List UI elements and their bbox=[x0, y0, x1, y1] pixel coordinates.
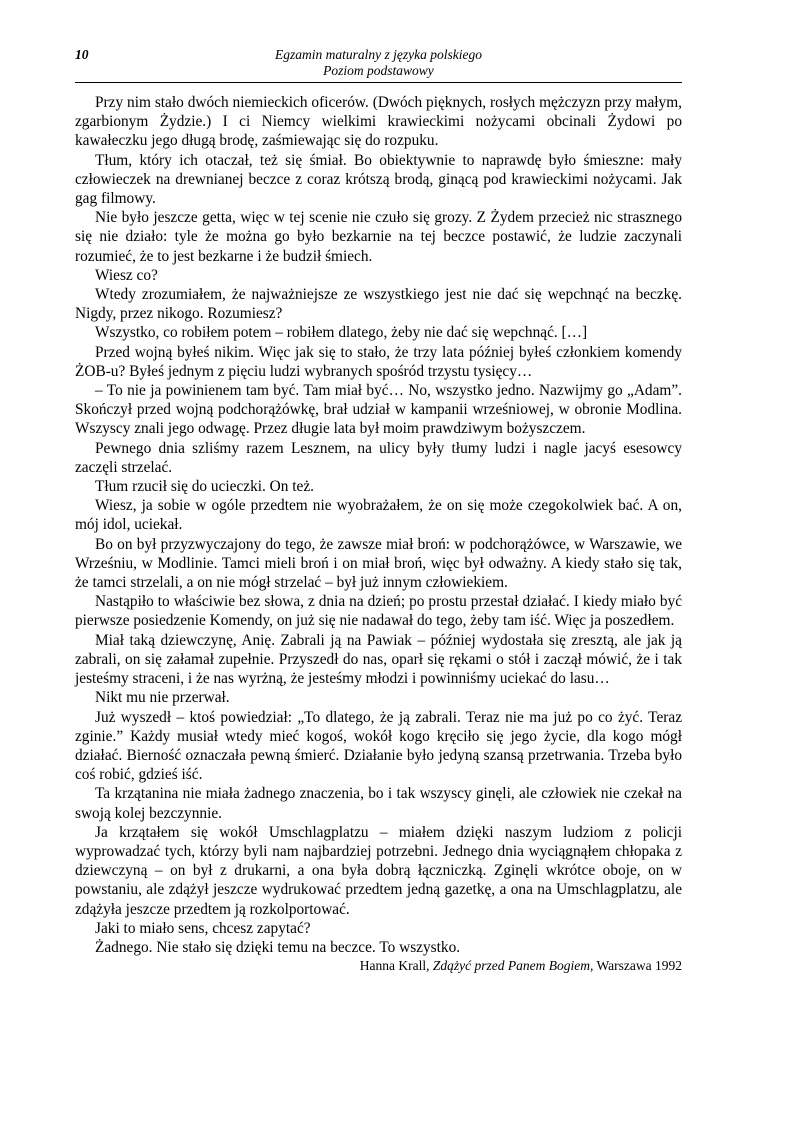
paragraph: Wtedy zrozumiałem, że najważniejsze ze wszystkiego jest nie dać się wepchnąć na beczkę. Nigdy, przez nikogo. Rozumiesz? bbox=[75, 286, 682, 323]
exam-level: Poziom podstawowy bbox=[323, 63, 434, 78]
page-header bbox=[75, 47, 682, 83]
paragraph: Wszystko, co robiłem potem – robiłem dlatego, żeby nie dać się wepchnąć. […] bbox=[95, 324, 588, 342]
header-title-block bbox=[75, 47, 682, 79]
paragraph: Ta krzątanina nie miała żadnego znaczenia, bo i tak wszyscy ginęli, ale człowiek nie czekał na swoją kolej bezczynnie. bbox=[75, 785, 682, 822]
paragraph: Nikt mu nie przerwał. bbox=[95, 689, 230, 707]
source-citation bbox=[75, 957, 682, 974]
paragraph: – To nie ja powinienem tam być. Tam miał być… No, wszystko jedno. Nazwijmy go „Adam”. Skończył przed wojną podchorążówkę, brał udział w kampanii wrześniowej, w obronie Modlina. Wszyscy znali jego odwagę. Przez długie lata był moim prawdziwym bożyszczem. bbox=[75, 382, 682, 438]
paragraph: Nastąpiło to właściwie bez słowa, z dnia na dzień; po prostu przestał działać. I kiedy miało być pierwsze posiedzenie Komendy, on już się nie nadawał do tego, żeby tam iść. Więc ja poszedłem. bbox=[75, 593, 682, 630]
paragraph: Ja krzątałem się wokół Umschlagplatzu – miałem dzięki naszym ludziom z policji wyprowadzać tych, którzy byli nam najbardziej potrzebni. Jednego dnia wyciągnąłem chłopaka z dziewczyną – on był z drukarni, a ona była dobrą łączniczką. Zginęli wkrótce oboje, on w powstaniu, ale zdążył jeszcze wydrukować przedtem jedną gazetkę, a ona na Umschlagplatzu, ale zdążyła jeszcze przedtem ją rozkolportować. bbox=[75, 823, 682, 918]
page-number: 10 bbox=[75, 47, 89, 62]
paragraph: Bo on był przyzwyczajony do tego, że zawsze miał broń: w podchorążówce, w Warszawie, we Wrześniu, w Modlinie. Tamci mieli broń i on miał broń, więc był odważny. A kiedy stało się tak, że tamci strzelali, a on nie mógł strzelać – był już innym człowiekiem. bbox=[75, 535, 682, 592]
source-place-year: Warszawa 1992 bbox=[593, 958, 682, 974]
exam-title: Egzamin maturalny z języka polskiego bbox=[275, 47, 482, 62]
paragraph: Tłum rzucił się do ucieczki. On też. bbox=[95, 478, 314, 496]
paragraph: Nie było jeszcze getta, więc w tej scenie nie czuło się grozy. Z Żydem przecież nic strasznego się nie działo: tyle że można go było bezkarnie na tej beczce postawić, że ludzie zaczynali rozumieć, że to jest bezkarne i że budził śmiech. bbox=[75, 209, 682, 265]
paragraph: Miał taką dziewczynę, Anię. Zabrali ją na Pawiak – później wydostała się zresztą, ale jak ją zabrali, on się załamał zupełnie. Przyszedł do nas, oparł się rękami o stół i zaczął mówić, że i tak jesteśmy straceni, i że nas wyrżną, że jesteśmy młodzi i powinniśmy uciekać do lasu… bbox=[75, 631, 682, 688]
paragraph: Wiesz, ja sobie w ogóle przedtem nie wyobrażałem, że on się może czegokolwiek bać. A on, mój idol, uciekał. bbox=[75, 497, 682, 534]
paragraph: Przed wojną byłeś nikim. Więc jak się to stało, że trzy lata później byłeś członkiem komendy ŻOB-u? Byłeś jednym z pięciu ludzi wybranych spośród trzystu tysięcy… bbox=[75, 343, 682, 380]
paragraph: Przy nim stało dwóch niemieckich oficerów. (Dwóch pięknych, rosłych mężczyzn przy małym, zgarbionym Żydzie.) I ci Niemcy wielkimi krawieckimi nożycami obcinali Żydowi po kawałeczku jego długą brodę, zaśmiewając się do rozpuku. bbox=[75, 94, 682, 150]
source-title: Zdążyć przed Panem Bogiem, bbox=[432, 958, 594, 974]
excerpt-text bbox=[75, 93, 682, 974]
paragraph: Już wyszedł – ktoś powiedział: „To dlatego, że ją zabrali. Teraz nie ma już po co żyć. Teraz zginie.” Każdy musiał wtedy mieć kogoś, wokół kogo kręciło się jego życie, dla kogo mógł działać. Bierność oznaczała pewną śmierć. Działanie było jedyną szansą przetrwania. Trzeba było coś robić, gdzieś iść. bbox=[75, 708, 682, 784]
paragraph: Tłum, który ich otaczał, też się śmiał. Bo obiektywnie to naprawdę było śmieszne: mały człowieczek na drewnianej beczce z coraz krótszą brodą, ginącą pod krawieckimi nożycami. Jak gag filmowy. bbox=[75, 151, 682, 208]
paragraph: Wiesz co? bbox=[95, 266, 158, 284]
source-author: Hanna Krall, bbox=[359, 958, 433, 974]
paragraph: Żadnego. Nie stało się dzięki temu na beczce. To wszystko. bbox=[95, 938, 461, 956]
paragraph: Jaki to miało sens, chcesz zapytać? bbox=[95, 919, 311, 937]
paragraph: Pewnego dnia szliśmy razem Lesznem, na ulicy były tłumy ludzi i nagle jacyś esesowcy zaczęli strzelać. bbox=[75, 439, 682, 476]
